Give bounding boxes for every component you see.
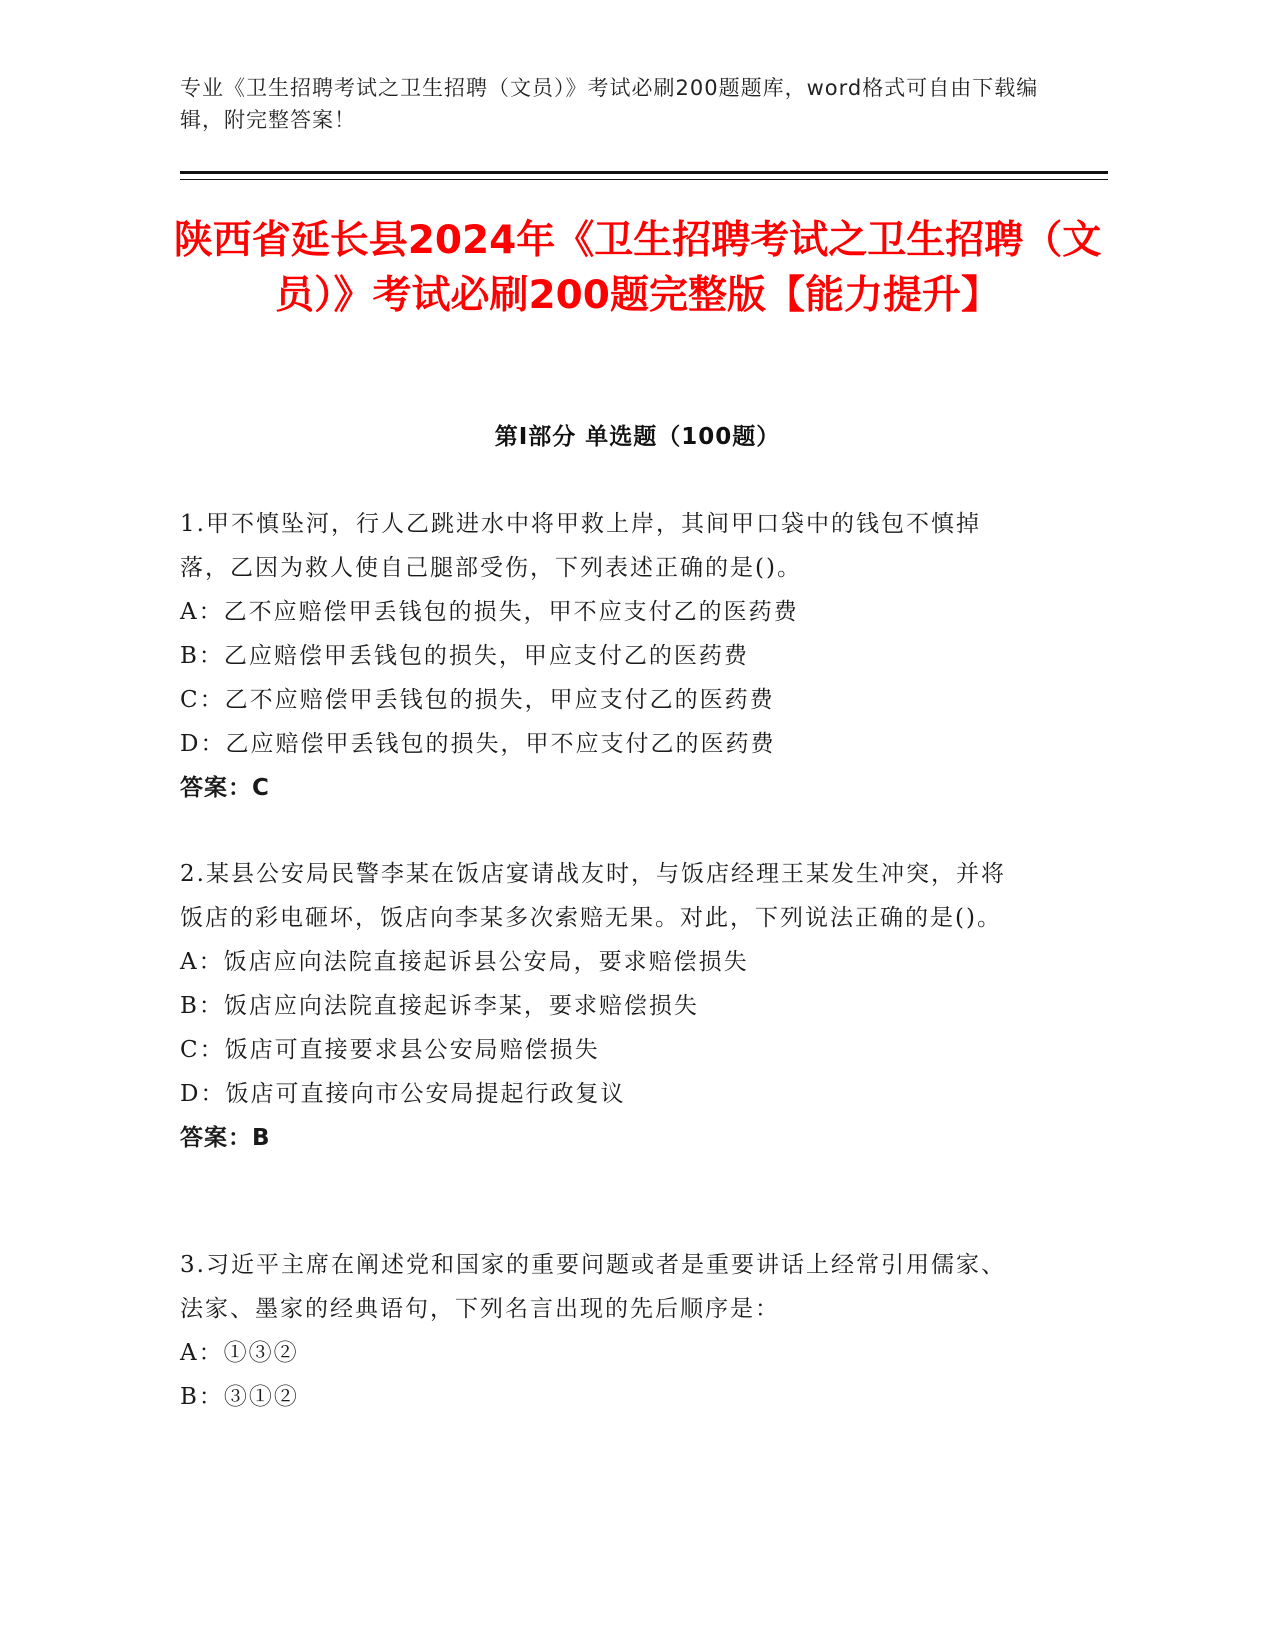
option-b: B：饭店应向法院直接起诉李某，要求赔偿损失 (180, 993, 699, 1019)
option-b: B：③①② (180, 1384, 299, 1410)
header-note: 专业《卫生招聘考试之卫生招聘（文员）》考试必刷200题题库，word格式可自由下载编辑，附完整答案！ (180, 76, 1039, 132)
option-c: C：乙不应赔偿甲丢钱包的损失，甲应支付乙的医药费 (180, 687, 775, 713)
header-divider-thin (180, 179, 1108, 180)
answer-label: 答案：B (180, 1125, 271, 1151)
option-d: D：乙应赔偿甲丢钱包的损失，甲不应支付乙的医药费 (180, 731, 776, 757)
document-title: 陕西省延长县2024年《卫生招聘考试之卫生招聘（文员）》考试必刷200题完整版【能力提升】 (173, 218, 1102, 318)
option-c: C：饭店可直接要求县公安局赔偿损失 (180, 1037, 600, 1063)
header-divider-thick (180, 171, 1108, 174)
question-stem: 3.习近平主席在阐述党和国家的重要问题或者是重要讲话上经常引用儒家、法家、墨家的经典语句，下列名言出现的先后顺序是： (180, 1252, 1006, 1322)
option-b: B：乙应赔偿甲丢钱包的损失，甲应支付乙的医药费 (180, 643, 749, 669)
option-a: A：饭店应向法院直接起诉县公安局，要求赔偿损失 (180, 949, 749, 975)
option-a: A：乙不应赔偿甲丢钱包的损失，甲不应支付乙的医药费 (180, 599, 799, 625)
answer-label: 答案：C (180, 775, 270, 801)
option-a: A：①③② (180, 1340, 299, 1366)
question-stem: 1.甲不慎坠河，行人乙跳进水中将甲救上岸，其间甲口袋中的钱包不慎掉落，乙因为救人使自己腿部受伤，下列表述正确的是()。 (180, 511, 981, 581)
question-stem: 2.某县公安局民警李某在饭店宴请战友时，与饭店经理王某发生冲突，并将饭店的彩电砸坏，饭店向李某多次索赔无果。对此，下列说法正确的是()。 (180, 861, 1006, 931)
option-d: D：饭店可直接向市公安局提起行政复议 (180, 1081, 626, 1107)
question-2 (180, 852, 1030, 1160)
question-1 (180, 502, 1030, 810)
question-3 (180, 1243, 1030, 1419)
section-title: 第I部分 单选题（100题） (494, 424, 781, 450)
